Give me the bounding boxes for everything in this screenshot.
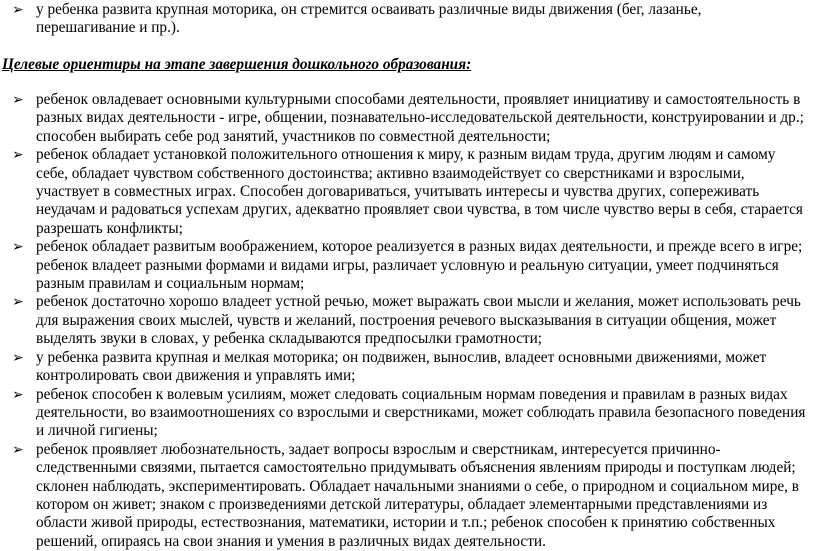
arrowhead-bullet-icon: ➢ <box>12 441 24 458</box>
list-item-text: у ребенка развита крупная и мелкая моторика; он подвижен, вынослив, владеет основными движениями, может контролировать свои движения и управлять ими; <box>36 348 767 385</box>
list-item-text: ребенок способен к волевым усилиям, может следовать социальным нормам поведения и правилам в разных видах деятельности, во взаимоотношениях со взрослыми и сверстниками, может соблюдать правила безопасного поведения и личной гигиены; <box>36 385 806 440</box>
section-heading: Целевые ориентиры на этапе завершения дошкольного образования: <box>2 56 472 73</box>
list-item-text: у ребенка развита крупная моторика, он стремится осваивать различные виды движения (бег, лазанье, перешагивание и пр.). <box>36 1 702 37</box>
list-item-text: ребенок обладает развитым воображением, которое реализуется в разных видах деятельности, и прежде всего в игре; ребенок владеет разными формами и видами игры, различает условную и реальную ситуации, умеет подчиняться разным правилам и социальным нормам; <box>36 238 803 293</box>
list-item-text: ребенок обладает установкой положительного отношения к миру, к разным видам труда, другим людям и самому себе, обладает чувством собственного достоинства; активно взаимодействует со сверстниками и взрослыми, участвует в совместных играх. Способен договариваться, учитывать интересы и чувства других, сопереживать неудачам и радоваться успехам других, адекватно проявляет свои чувства, в том числе чувство веры в себя, старается разрешать конфликты; <box>36 146 803 237</box>
list-item <box>0 386 806 441</box>
list-item-text: ребенок достаточно хорошо владеет устной речью, может выражать свои мысли и желания, может использовать речь для выражения своих мыслей, чувств и желаний, построения речевого высказывания в ситуации общения, может выделять звуки в словах, у ребенка складываются предпосылки грамотности; <box>36 293 801 348</box>
list-item <box>0 91 806 146</box>
arrowhead-bullet-icon: ➢ <box>12 349 24 366</box>
list-item <box>0 349 806 386</box>
list-item <box>0 238 806 293</box>
arrowhead-bullet-icon: ➢ <box>12 294 24 311</box>
list-item-text: ребенок проявляет любознательность, задает вопросы взрослым и сверстникам, интересуется причинно-следственными связями, пытается самостоятельно придумывать объяснения явлениям природы и поступкам людей; склонен наблюдать, экспериментировать. Обладает начальными знаниями о себе, о природном и социальном мире, в котором он живет; знаком с произведениями детской литературы, обладает элементарными представлениями из области живой природы, естествознания, математики, истории и т.п.; ребенок способен к принятию собственных решений, опираясь на свои знания и умения в различных видах деятельности. <box>36 440 800 550</box>
arrowhead-bullet-icon: ➢ <box>12 386 24 403</box>
arrowhead-bullet-icon: ➢ <box>12 239 24 256</box>
arrowhead-bullet-icon: ➢ <box>12 147 24 164</box>
top-bullet-list <box>0 1 800 38</box>
list-item <box>0 293 806 348</box>
list-item <box>0 441 806 551</box>
arrowhead-bullet-icon: ➢ <box>12 92 24 108</box>
list-item <box>0 146 806 238</box>
list-item <box>0 1 800 38</box>
arrowhead-bullet-icon: ➢ <box>12 2 24 18</box>
targets-bullet-list <box>0 91 806 551</box>
list-item-text: ребенок овладевает основными культурными способами деятельности, проявляет инициативу и самостоятельность в разных видах деятельности - игре, общении, познавательно-исследовательской деятельности, конструировании и др.; способен выбирать себе род занятий, участников по совместной деятельности; <box>36 91 804 145</box>
